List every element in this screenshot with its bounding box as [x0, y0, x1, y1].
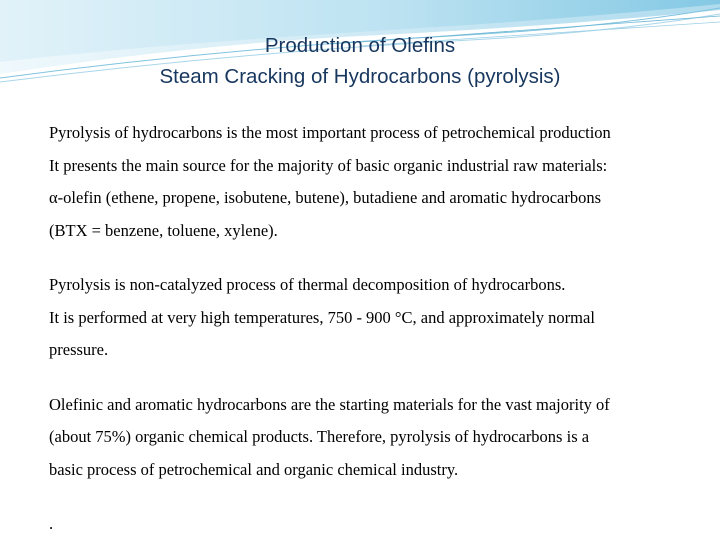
text-line: basic process of petrochemical and organic chemical industry. — [49, 459, 459, 479]
text-line — [49, 117, 699, 150]
paragraph-pyrolysis-intro — [49, 117, 699, 247]
term-pyrolysis: Pyrolysis — [49, 123, 111, 142]
title-line-2: Steam Cracking of Hydrocarbons (pyrolysis) — [159, 65, 561, 88]
text-line: Olefinic and aromatic hydrocarbons are the starting materials for the vast majority of — [49, 394, 610, 414]
slide-body — [49, 117, 699, 540]
text-line: Pyrolysis is non-catalyzed process of thermal decomposition of hydrocarbons. — [49, 275, 566, 294]
text-line: . — [49, 514, 54, 533]
paragraph-trailing-dot — [49, 508, 699, 540]
paragraph-spacer — [49, 486, 699, 508]
paragraph-pyrolysis-definition — [49, 269, 699, 367]
paragraph-spacer — [49, 247, 699, 269]
text-line-rest: of hydrocarbons is the most important process of petrochemical production — [110, 123, 611, 142]
text-line: α-olefin (ethene, propene, isobutene, butene), butadiene and aromatic hydrocarbons — [49, 188, 602, 207]
paragraph-spacer — [49, 367, 699, 389]
text-line: It presents the main source for the majority of basic organic industrial raw materials: — [49, 155, 608, 175]
paragraph-olefin-importance — [49, 389, 699, 487]
slide-title — [0, 30, 720, 92]
title-line-1: Production of Olefins — [264, 34, 456, 57]
text-line: (BTX = benzene, toluene, xylene). — [49, 220, 278, 240]
text-line: pressure. — [49, 340, 109, 359]
text-line: It is performed at very high temperatures, 750 - 900 °C, and approximately normal — [49, 307, 595, 327]
text-line: (about 75%) organic chemical products. Therefore, pyrolysis of hydrocarbons is a — [49, 427, 590, 446]
